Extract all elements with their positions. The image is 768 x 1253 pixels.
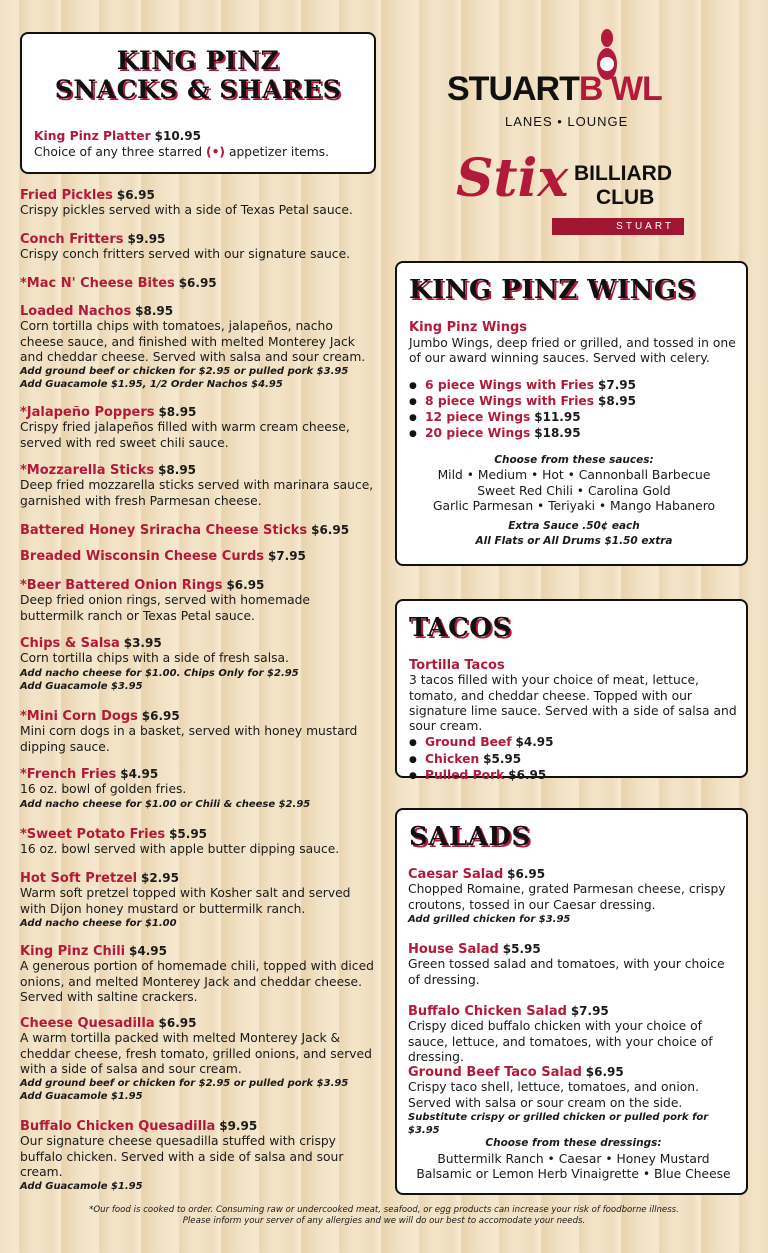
item-desc: Crispy diced buffalo chicken with your choice of sauce, lettuce, and tomatoes, with your choice of dressing.: [408, 1019, 713, 1064]
item-note: Add Guacamole $1.95: [20, 1181, 143, 1193]
logo-bowl: B WL: [578, 70, 662, 108]
tacos-desc: 3 tacos filled with your choice of meat, lettuce, tomato, and cheddar cheese. Topped with our signature lime sauce. Served with a side of salsa and sour cream.: [409, 673, 737, 734]
menu-item: [20, 276, 375, 291]
wings-desc: Jumbo Wings, deep fried or grilled, and tossed in one of our award winning sauces. Served with celery.: [409, 335, 736, 365]
item-name: Caesar Salad: [408, 867, 504, 882]
item-price: $6.95: [158, 1016, 197, 1030]
item-price: $4.95: [129, 944, 168, 958]
item-price: $9.95: [219, 1119, 258, 1133]
item-desc: 16 oz. bowl served with apple butter dipping sauce.: [20, 842, 340, 857]
extra-sauce: Extra Sauce .50¢ each: [508, 519, 640, 532]
dressing-line: Balsamic or Lemon Herb Vinaigrette • Blue Cheese: [416, 1167, 731, 1181]
item-desc: A warm tortilla packed with melted Monterey Jack & cheddar cheese, fresh tomato, grilled onions, and served with a side of salsa and sour cream.: [20, 1031, 372, 1076]
salads-title: SALADS: [409, 822, 531, 852]
item-note: Substitute crispy or grilled chicken or pulled pork for $3.95: [408, 1111, 709, 1136]
item-price: $9.95: [127, 232, 166, 246]
menu-item: [20, 188, 375, 219]
sauce-line: Garlic Parmesan • Teriyaki • Mango Habanero: [432, 499, 716, 513]
dressings-header: Choose from these dressings:: [485, 1137, 662, 1149]
menu-item: [20, 523, 375, 538]
flats-drums: All Flats or All Drums $1.50 extra: [475, 535, 673, 547]
snacks-header-box: [20, 32, 376, 174]
tacos-name: Tortilla Tacos: [409, 658, 505, 673]
item-name: Hot Soft Pretzel: [20, 871, 138, 886]
stuart-bowl-logo: [447, 28, 697, 133]
menu-item: [20, 463, 375, 509]
item-price: $8.95: [158, 463, 197, 477]
menu-item: [20, 405, 375, 451]
item-note: Add ground beef or chicken for $2.95 or pulled pork $3.95: [20, 366, 349, 378]
item-name: *Mini Corn Dogs: [20, 709, 138, 724]
wings-title: KING PINZ WINGS: [409, 275, 696, 305]
item-price: $5.95: [169, 827, 208, 841]
item-price: $3.95: [123, 636, 162, 650]
item-name: *Jalapeño Poppers: [20, 405, 155, 420]
logo-billiard: BILLIARD: [574, 162, 672, 185]
item-price: $7.95: [570, 1004, 609, 1018]
item-name: *Sweet Potato Fries: [20, 827, 166, 842]
menu-item: [20, 871, 375, 930]
item-name: Conch Fritters: [20, 232, 124, 247]
item-name: Buffalo Chicken Quesadilla: [20, 1119, 216, 1134]
salad-item: [408, 867, 740, 926]
item-note: Add Guacamole $1.95: [20, 1091, 143, 1103]
wings-name: King Pinz Wings: [409, 320, 528, 335]
list-item: ● 6 piece Wings with Fries $7.95: [409, 377, 739, 393]
tacos-options: [409, 734, 739, 784]
item-note: Add Guacamole $3.95: [20, 680, 143, 692]
item-desc: Deep fried onion rings, served with homemade buttermilk ranch or Texas Petal sauce.: [20, 593, 310, 623]
menu-item: [20, 767, 375, 811]
stix-billiard-logo: [456, 148, 688, 240]
list-item: ● Ground Beef $4.95: [409, 734, 739, 751]
item-desc: Crispy taco shell, lettuce, tomatoes, and onion. Served with salsa or sour cream on the side.: [408, 1080, 699, 1110]
item-note: Add nacho cheese for $1.00. Chips Only for $2.95: [20, 667, 299, 679]
item-price: $6.95: [226, 578, 265, 592]
item-name: Chips & Salsa: [20, 636, 120, 651]
sauce-line: Sweet Red Chili • Carolina Gold: [477, 483, 671, 498]
platter: King Pinz Platter $10.95 Choice of any three starred (•) appetizer items.: [34, 129, 330, 159]
salad-item: [408, 942, 740, 988]
menu-item: [20, 232, 375, 263]
sauce-line: Mild • Medium • Hot • Cannonball Barbecue: [437, 468, 711, 482]
wings-options: [409, 377, 739, 441]
menu-item: [20, 827, 375, 858]
dressing-line: Buttermilk Ranch • Caesar • Honey Mustard: [437, 1151, 710, 1166]
item-desc: Chopped Romaine, grated Parmesan cheese, crispy croutons, tossed in our Caesar dressing.: [408, 882, 726, 912]
item-desc: Corn tortilla chips with a side of fresh salsa.: [20, 651, 289, 666]
item-name: House Salad: [408, 942, 499, 957]
item-desc: 16 oz. bowl of golden fries.: [20, 782, 187, 797]
item-name: *Beer Battered Onion Rings: [20, 578, 223, 593]
item-name: *Mac N' Cheese Bites: [20, 276, 175, 291]
item-desc: Corn tortilla chips with tomatoes, jalapeños, nacho cheese sauce, and finished with melted Monterey Jack and cheddar cheese. Served with salsa and sour cream.: [20, 319, 366, 364]
item-desc: Deep fried mozzarella sticks served with marinara sauce, garnished with fresh Parmesan cheese.: [20, 478, 374, 508]
tacos-box: [395, 599, 748, 783]
menu-item: [20, 1016, 375, 1103]
item-name: King Pinz Chili: [20, 944, 126, 959]
item-name: Ground Beef Taco Salad: [408, 1065, 582, 1080]
logo-lanes: LANES • LOUNGE: [505, 114, 629, 129]
menu-item: [20, 578, 375, 624]
item-note: Add grilled chicken for $3.95: [408, 913, 571, 925]
item-name: Fried Pickles: [20, 188, 113, 203]
menu-item: [20, 1119, 375, 1193]
salad-item: [408, 1065, 740, 1137]
snacks-title: KING PINZ SNACKS & SHARES: [54, 46, 342, 104]
salads-box: [395, 808, 748, 1195]
item-price: $6.95: [507, 867, 546, 881]
list-item: ● Chicken $5.95: [409, 751, 739, 768]
item-desc: Green tossed salad and tomatoes, with your choice of dressing.: [408, 957, 725, 987]
item-desc: Our signature cheese quesadilla stuffed with crispy buffalo chicken. Served with a side of salsa and sour cream.: [20, 1134, 344, 1179]
menu-item: [20, 944, 375, 1005]
item-desc: Crispy conch fritters served with our signature sauce.: [20, 247, 351, 262]
menu-item: [20, 549, 375, 564]
item-price: $6.95: [141, 709, 180, 723]
footer-disclaimer: *Our food is cooked to order. Consuming raw or undercooked meat, seafood, or egg products can increase your risk of foodborne illness. Please inform your server of any allergies and we will do our best to accomodate your needs.: [89, 1205, 679, 1226]
item-price: $2.95: [140, 871, 179, 885]
item-name: *Mozzarella Sticks: [20, 463, 155, 478]
item-price: $8.95: [158, 405, 197, 419]
item-price: $6.95: [116, 188, 155, 202]
logo-stuart: STUART: [447, 70, 579, 108]
logo-club: CLUB: [596, 186, 655, 209]
item-price: $6.95: [311, 523, 350, 537]
item-desc: A generous portion of homemade chili, topped with diced onions, and melted Monterey Jack and cheddar cheese. Served with saltine crackers.: [20, 959, 374, 1004]
logo-stuart-bar: STUART: [552, 218, 684, 235]
item-name: Battered Honey Sriracha Cheese Sticks: [20, 523, 308, 538]
item-note: Add Guacamole $1.95, 1/2 Order Nachos $4.95: [20, 379, 283, 391]
item-name: Cheese Quesadilla: [20, 1016, 155, 1031]
item-name: Loaded Nachos: [20, 304, 132, 319]
item-desc: Crispy pickles served with a side of Texas Petal sauce.: [20, 203, 353, 218]
item-desc: Warm soft pretzel topped with Kosher salt and served with Dijon honey mustard or buttermilk ranch.: [20, 886, 351, 916]
item-name: Buffalo Chicken Salad: [408, 1004, 567, 1019]
item-note: Add nacho cheese for $1.00 or Chili & cheese $2.95: [20, 798, 311, 810]
item-desc: Crispy fried jalapeños filled with warm cream cheese, served with red sweet chili sauce.: [20, 420, 350, 450]
item-price: $5.95: [502, 942, 541, 956]
list-item: ● Pulled Pork $6.95: [409, 767, 739, 784]
item-price: $7.95: [267, 549, 306, 563]
menu-item: [20, 636, 375, 693]
menu-item: [20, 709, 375, 755]
item-name: *French Fries: [20, 767, 117, 782]
item-price: $6.95: [178, 276, 217, 290]
salad-item: [408, 1004, 740, 1065]
list-item: ● 12 piece Wings $11.95: [409, 409, 739, 425]
logo-stix: Stix: [456, 148, 569, 209]
item-desc: Mini corn dogs in a basket, served with honey mustard dipping sauce.: [20, 724, 358, 754]
tacos-title: TACOS: [409, 613, 512, 643]
list-item: ● 20 piece Wings $18.95: [409, 425, 739, 441]
item-price: $4.95: [120, 767, 159, 781]
menu-item: [20, 304, 375, 391]
list-item: ● 8 piece Wings with Fries $8.95: [409, 393, 739, 409]
sauces-header: Choose from these sauces:: [494, 453, 654, 466]
wings-box: [395, 261, 748, 566]
item-price: $6.95: [585, 1065, 624, 1079]
item-note: Add nacho cheese for $1.00: [20, 917, 177, 929]
item-name: Breaded Wisconsin Cheese Curds: [20, 549, 265, 564]
item-note: Add ground beef or chicken for $2.95 or pulled pork $3.95: [20, 1078, 349, 1090]
item-price: $8.95: [135, 304, 174, 318]
